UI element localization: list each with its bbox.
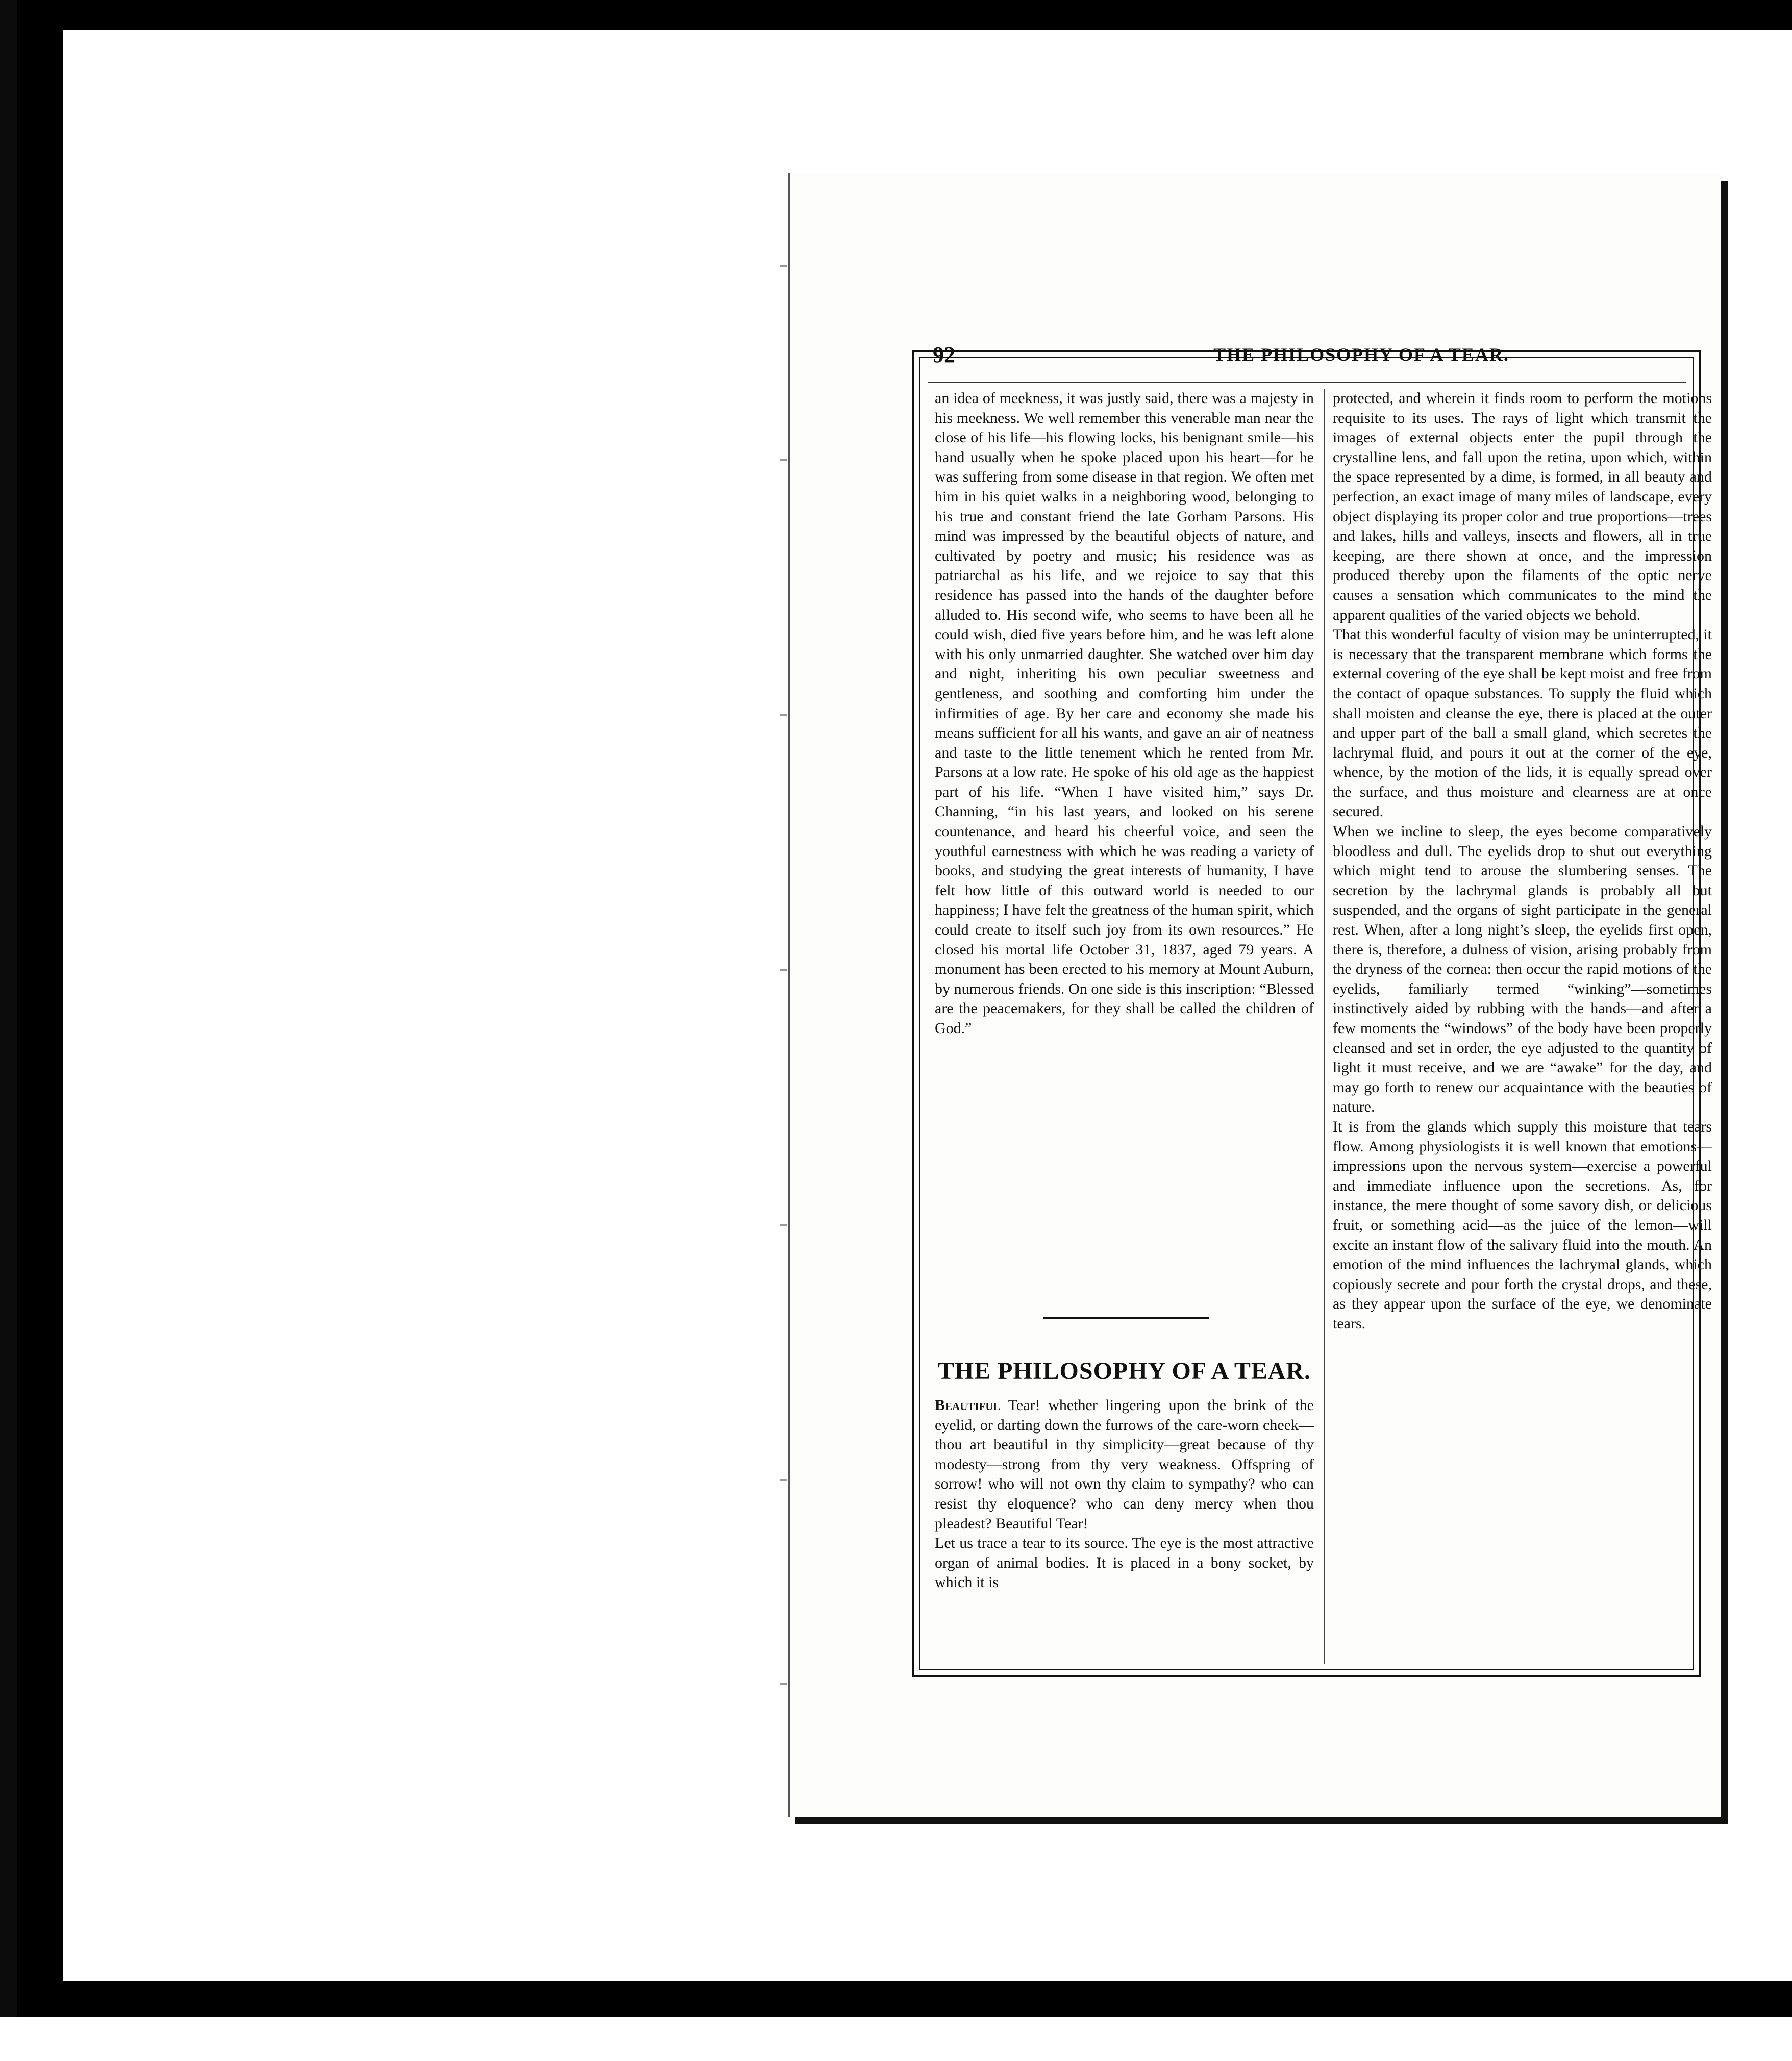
paragraph [935,1396,1314,1534]
page-edge-mark [780,1224,787,1226]
lead-word: Beautiful [935,1397,1001,1414]
section-divider [1043,1317,1209,1319]
page-edge-mark [780,1479,787,1481]
page-edge-mark [780,1683,787,1685]
paragraph: It is from the glands which supply this moisture that tears flow. Among physiologists it is well known that emotions—impressions upon the nervous system—exercise a powerful and immediate influence upon the secretions. As, for instance, the mere thought of some savory dish, or delicious fruit, or something acid—as the juice of the lemon—will excite an instant flow of the salivary fluid into the mouth. An emotion of the mind influences the lachrymal glands, which copiously secrete and pour forth the crystal drops, and these, as they appear upon the surface of the eye, we denominate tears. [1333,1118,1712,1332]
page-edge-mark [780,459,787,461]
page-edge-mark [780,714,787,716]
paragraph: protected, and wherein it finds room to perform the motions requisite to its uses. The rays of light which transmit the images of external objects enter the pupil through the crystalline lens, and fall upon the retina, upon which, within the space represented by a dime, is formed, in all beauty and perfection, an exact image of many miles of landscape, every object displaying its proper color and true proportions—trees and lakes, hills and valleys, insects and flowers, all in true keeping, are there shown at once, and the impression produced thereby upon the filaments of the optic nerve causes a sensation which communicates to the mind the apparent qualities of the varied objects we behold. [1333,390,1712,623]
column-divider [1324,389,1325,1664]
page-header [933,339,1681,385]
page-edge-mark [780,969,787,971]
running-title: THE PHILOSOPHY OF A TEAR. [1213,344,1509,365]
paragraph-text: Tear! whether lingering upon the brink of the eyelid, or darting down the furrows of the care-worn cheek—thou art beautiful in thy simplicity—great because of thy modesty—strong from thy very weakness. Offspring of sorrow! who will not own thy claim to sympathy? who can resist thy eloquence? who can deny mercy when thou pleadest? Beautiful Tear! [935,1397,1314,1532]
scan-left-edge [0,0,17,2061]
paragraph: That this wonderful faculty of vision may be uninterrupted, it is necessary that the transparent membrane which forms the external covering of the eye shall be kept moist and free from the contact of opaque substances. To supply the fluid which shall moisten and cleanse the eye, there is placed at the outer and upper part of the ball a small gland, which secretes the lachrymal fluid, and pours it out at the corner of the eye, whence, by the motion of the lids, it is equally spread over the surface, and thus moisture and clearness are at once secured. [1333,626,1712,820]
scan-bottom-strip [0,2017,1792,2061]
paragraph: When we incline to sleep, the eyes become comparatively bloodless and dull. The eyelids drop to shut out everything which might tend to arouse the slumbering senses. The secretion by the lachrymal glands is probably all but suspended, and the organs of sight participate in the general rest. When, after a long night’s sleep, the eyelids first open, there is, therefore, a dulness of vision, arising probably from the dryness of the cornea: then occur the rapid motions of the eyelids, familiarly termed “winking”—sometimes instinctively aided by rubbing with the hands—and after a few moments the “windows” of the body have been properly cleansed and set in order, the eye adjusted to the quantity of light it must receive, and we are “awake” for the day, and may go forth to renew our acquaintance with the beauties of nature. [1333,823,1712,1116]
left-column-bottom [935,1396,1314,1593]
paragraph: an idea of meekness, it was justly said, there was a majesty in his meekness. We well remember this venerable man near the close of his life—his flowing locks, his benignant smile—his hand usually when he spoke placed upon his heart—for he was suffering from some disease in that region. We often met him in his quiet walks in a neighboring wood, belonging to his true and constant friend the late Gorham Parsons. His mind was impressed by the beautiful objects of nature, and cultivated by poetry and music; his residence was as patriarchal as his life, and we rejoice to say that this residence has passed into the hands of the daughter before alluded to. His second wife, who seems to have been all he could wish, died five years before him, and he was left alone with his only unmarried daughter. She watched over him day and night, inheriting his own peculiar sweetness and gentleness, and soothing and comforting him under the infirmities of age. By her care and economy she made his means sufficient for all his wants, and gave an air of neatness and taste to the little tenement which he rented from Mr. Parsons at a low rate. He spoke of his old age as the happiest part of his life. “When I have visited him,” says Dr. Channing, “in his last years, and looked on his serene countenance, and heard his cheerful voice, and seen the youthful earnestness with which he was reading a variety of books, and studying the great interests of humanity, I have felt how little of this outward world is needed to our happiness; I have felt the greatness of the human spirit, which could create to itself such joy from its own resources.” He closed his mortal life October 31, 1837, aged 79 years. A monument has been erected to his memory at Mount Auburn, by numerous friends. On one side is this inscription: “Blessed are the peacemakers, for they shall be called the children of God.” [935,390,1314,1037]
header-rule [928,382,1686,383]
page-number: 92 [933,342,955,367]
paragraph: Let us trace a tear to its source. The eye is the most attractive organ of animal bodies. It is placed in a bony socket, by which it is [935,1535,1314,1591]
left-column-top [935,389,1314,1039]
right-column [1333,389,1712,1334]
page-edge-mark [780,265,787,267]
section-title: THE PHILOSOPHY OF A TEAR. [937,1358,1311,1385]
